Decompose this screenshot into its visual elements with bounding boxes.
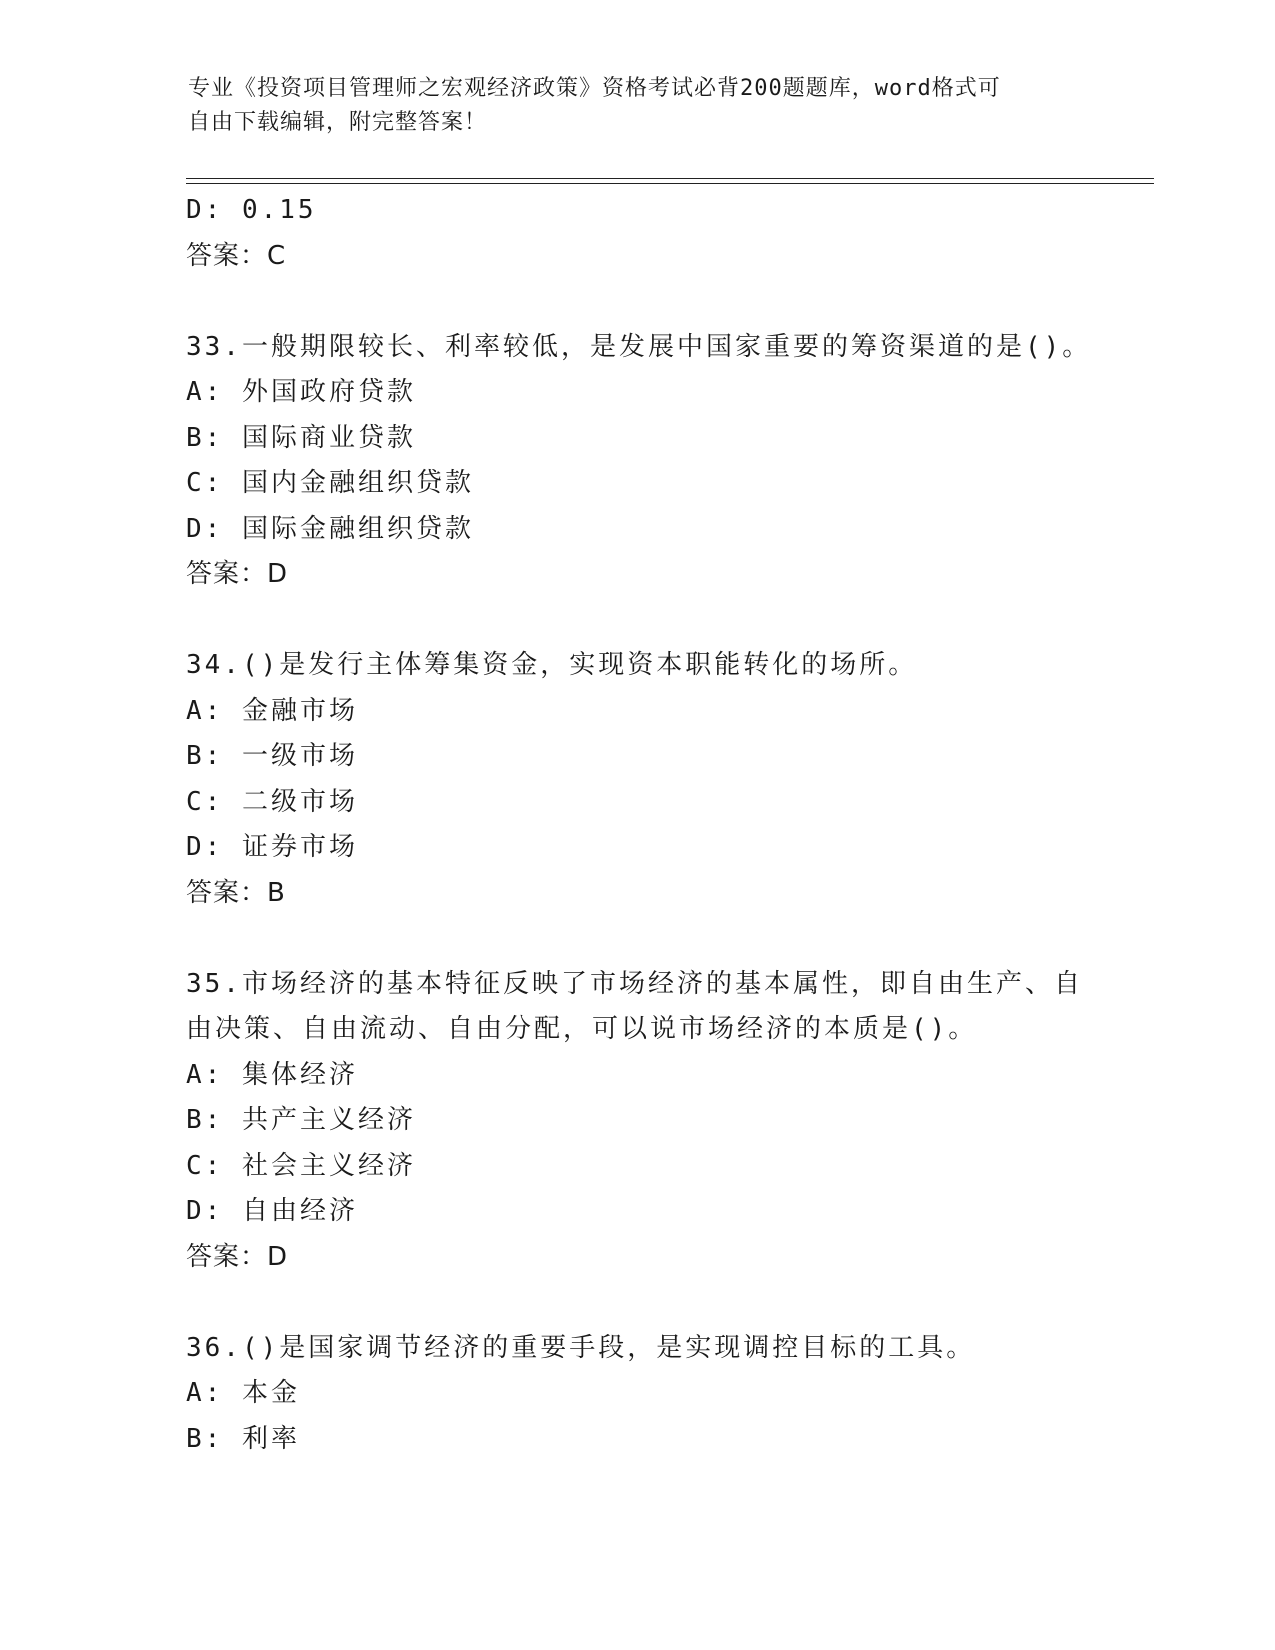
- question-33-option-b: B: 国际商业贷款: [186, 422, 416, 453]
- question-34-option-c: C: 二级市场: [186, 786, 358, 817]
- question-33-answer: 答案：D: [186, 559, 289, 589]
- question-34-option-b: B: 一级市场: [186, 741, 358, 771]
- question-35-option-d: D: 自由经济: [186, 1196, 358, 1226]
- question-35-text-line-1: 35.市场经济的基本特征反映了市场经济的基本属性，即自由生产、自: [186, 968, 1083, 999]
- document-header: [188, 72, 1068, 140]
- header-line-1: 专业《投资项目管理师之宏观经济政策》资格考试必背200题题库，word格式可: [188, 76, 1001, 101]
- question-33-text: 33.一般期限较长、利率较低，是发展中国家重要的筹资渠道的是()。: [186, 331, 1092, 362]
- question-35-text-line-2: 由决策、自由流动、自由分配，可以说市场经济的本质是()。: [186, 1014, 978, 1044]
- question-33-option-c: C: 国内金融组织贷款: [186, 468, 474, 498]
- question-36-option-b: B: 利率: [186, 1423, 300, 1454]
- header-line-2: 自由下载编辑，附完整答案！: [188, 110, 488, 135]
- header-divider-bottom: [186, 183, 1154, 184]
- question-35-option-c: C: 社会主义经济: [186, 1150, 416, 1181]
- question-36-text: 36.()是国家调节经济的重要手段，是实现调控目标的工具。: [186, 1332, 976, 1363]
- question-34-option-a: A: 金融市场: [186, 695, 358, 726]
- question-35-option-b: B: 共产主义经济: [186, 1105, 416, 1135]
- question-33-option-a: A: 外国政府贷款: [186, 377, 416, 407]
- question-34-answer: 答案：B: [186, 877, 286, 908]
- question-34-option-d: D: 证券市场: [186, 832, 358, 862]
- question-35-answer: 答案：D: [186, 1241, 289, 1272]
- question-34-text: 34.()是发行主体筹集资金，实现资本职能转化的场所。: [186, 650, 918, 680]
- question-35-option-a: A: 集体经济: [186, 1059, 358, 1090]
- question-list: [186, 188, 1092, 1462]
- answer: 答案：C: [186, 240, 287, 271]
- question-33-option-d: D: 国际金融组织贷款: [186, 513, 474, 544]
- option-d: D: 0.15: [186, 195, 317, 225]
- header-divider-top: [186, 178, 1154, 179]
- question-36-option-a: A: 本金: [186, 1378, 300, 1408]
